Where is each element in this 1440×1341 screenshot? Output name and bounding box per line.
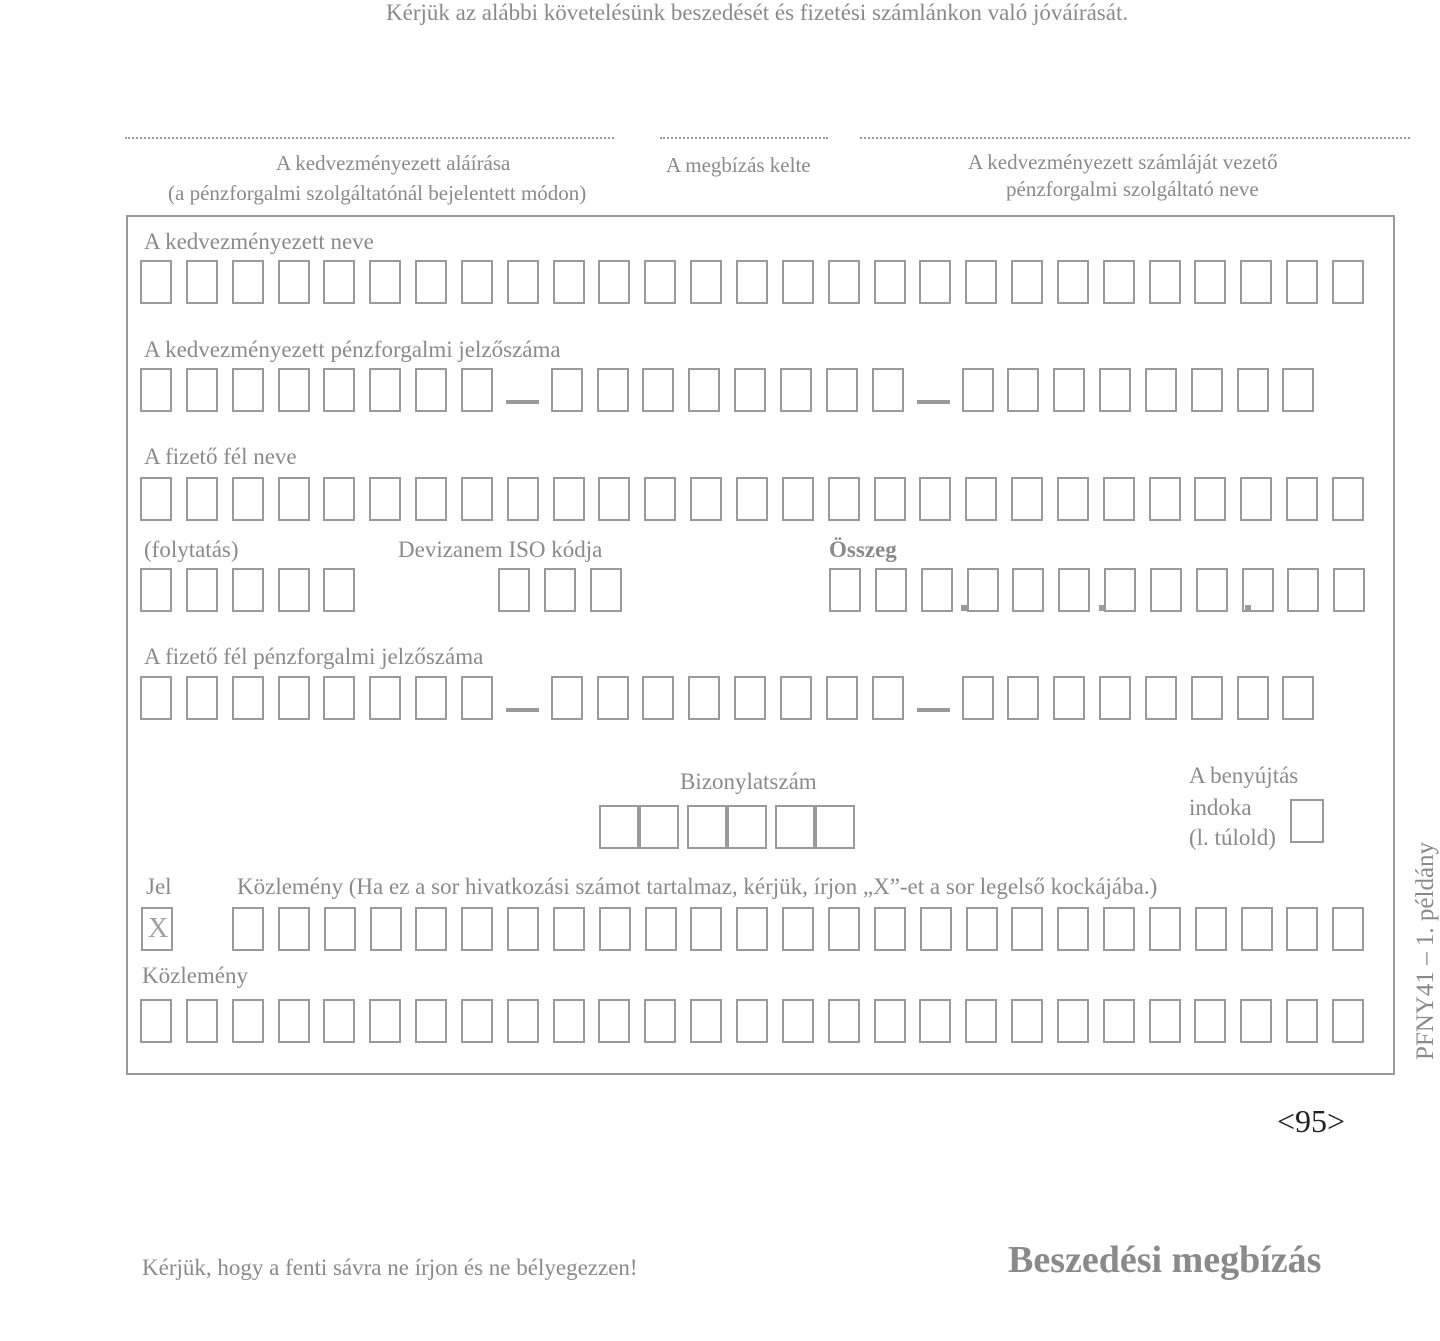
char-box[interactable] bbox=[690, 477, 722, 521]
digit-box[interactable] bbox=[415, 368, 447, 412]
digit-box[interactable] bbox=[780, 676, 812, 720]
digit-box[interactable] bbox=[1007, 676, 1039, 720]
digit-box[interactable] bbox=[1282, 368, 1314, 412]
char-box[interactable] bbox=[1057, 999, 1089, 1043]
char-box[interactable] bbox=[140, 477, 172, 521]
continuation-boxes[interactable] bbox=[140, 568, 355, 612]
continuation-label: (folytatás) bbox=[144, 537, 239, 562]
char-box[interactable] bbox=[278, 477, 310, 521]
digit-box[interactable] bbox=[551, 368, 583, 412]
char-box[interactable] bbox=[1332, 477, 1364, 521]
char-box[interactable] bbox=[1332, 260, 1364, 304]
digit-box[interactable] bbox=[232, 368, 264, 412]
char-box[interactable] bbox=[965, 477, 997, 521]
char-box[interactable] bbox=[232, 999, 264, 1043]
digit-box[interactable] bbox=[415, 676, 447, 720]
char-box[interactable] bbox=[1149, 999, 1181, 1043]
mark-x: X bbox=[148, 913, 169, 944]
digit-box[interactable] bbox=[734, 676, 766, 720]
char-box[interactable] bbox=[1240, 477, 1272, 521]
digit-box[interactable] bbox=[642, 368, 674, 412]
char-box[interactable] bbox=[553, 999, 585, 1043]
char-box[interactable] bbox=[965, 260, 997, 304]
thousands-separator bbox=[961, 605, 967, 611]
char-box[interactable] bbox=[690, 260, 722, 304]
char-box[interactable] bbox=[186, 568, 218, 612]
char-box[interactable] bbox=[919, 999, 951, 1043]
digit-box[interactable] bbox=[1145, 368, 1177, 412]
char-box[interactable] bbox=[415, 907, 447, 951]
char-box[interactable] bbox=[140, 260, 172, 304]
digit-box[interactable] bbox=[688, 676, 720, 720]
digit-box[interactable] bbox=[1099, 368, 1131, 412]
char-box[interactable] bbox=[1195, 907, 1227, 951]
char-box[interactable] bbox=[369, 999, 401, 1043]
char-box[interactable] bbox=[1286, 260, 1318, 304]
beneficiary-account-boxes[interactable] bbox=[140, 368, 1314, 412]
digit-box[interactable] bbox=[1191, 676, 1223, 720]
char-box[interactable] bbox=[966, 907, 998, 951]
digit-box[interactable] bbox=[461, 676, 493, 720]
char-box[interactable] bbox=[1286, 907, 1318, 951]
account-dash bbox=[506, 400, 539, 404]
digit-box[interactable] bbox=[369, 368, 401, 412]
digit-box[interactable] bbox=[780, 368, 812, 412]
char-box[interactable] bbox=[507, 907, 539, 951]
char-box[interactable] bbox=[1103, 477, 1135, 521]
digit-box[interactable] bbox=[642, 676, 674, 720]
char-box[interactable] bbox=[186, 477, 218, 521]
remark-label: Közlemény bbox=[142, 963, 249, 988]
digit-box[interactable] bbox=[1012, 568, 1044, 612]
char-box[interactable] bbox=[782, 260, 814, 304]
char-box[interactable] bbox=[553, 907, 585, 951]
provider-line bbox=[860, 137, 1410, 139]
char-box[interactable] bbox=[232, 477, 264, 521]
char-box[interactable] bbox=[736, 477, 768, 521]
digit-box[interactable] bbox=[1191, 368, 1223, 412]
digit-box[interactable] bbox=[872, 368, 904, 412]
char-box[interactable] bbox=[544, 568, 576, 612]
digit-box[interactable] bbox=[775, 805, 815, 849]
digit-box[interactable] bbox=[186, 368, 218, 412]
digit-box[interactable] bbox=[1237, 676, 1269, 720]
char-box[interactable] bbox=[369, 260, 401, 304]
digit-box[interactable] bbox=[826, 368, 858, 412]
char-box[interactable] bbox=[1103, 907, 1135, 951]
char-box[interactable] bbox=[140, 999, 172, 1043]
char-box[interactable] bbox=[1332, 907, 1364, 951]
char-box[interactable] bbox=[782, 999, 814, 1043]
char-box[interactable] bbox=[1332, 999, 1364, 1043]
char-box[interactable] bbox=[1286, 477, 1318, 521]
char-box[interactable] bbox=[874, 907, 906, 951]
char-box[interactable] bbox=[874, 260, 906, 304]
char-box[interactable] bbox=[498, 568, 530, 612]
digit-box[interactable] bbox=[962, 676, 994, 720]
form-title: Beszedési megbízás bbox=[1008, 1239, 1322, 1281]
char-box[interactable] bbox=[415, 477, 447, 521]
account-dash bbox=[506, 708, 539, 712]
amount-label: Összeg bbox=[829, 537, 897, 562]
digit-box[interactable] bbox=[1150, 568, 1182, 612]
account-dash bbox=[917, 400, 950, 404]
char-box[interactable] bbox=[461, 907, 493, 951]
char-box[interactable] bbox=[461, 999, 493, 1043]
digit-box[interactable] bbox=[551, 676, 583, 720]
char-box[interactable] bbox=[1103, 999, 1135, 1043]
digit-box[interactable] bbox=[1145, 676, 1177, 720]
digit-box[interactable] bbox=[1287, 568, 1319, 612]
account-dash bbox=[917, 708, 950, 712]
digit-box[interactable] bbox=[687, 805, 727, 849]
document-number-label: Bizonylatszám bbox=[680, 769, 817, 794]
char-box[interactable] bbox=[232, 568, 264, 612]
char-box[interactable] bbox=[828, 907, 860, 951]
char-box[interactable] bbox=[278, 568, 310, 612]
payer-name-label: A fizető fél neve bbox=[144, 444, 297, 469]
char-box[interactable] bbox=[323, 999, 355, 1043]
digit-box[interactable] bbox=[727, 805, 767, 849]
digit-box[interactable] bbox=[1196, 568, 1228, 612]
char-box[interactable] bbox=[782, 477, 814, 521]
order-date-label: A megbízás kelte bbox=[666, 153, 811, 177]
digit-box[interactable] bbox=[597, 368, 629, 412]
digit-box[interactable] bbox=[278, 676, 310, 720]
currency-label: Devizanem ISO kódja bbox=[398, 537, 603, 562]
char-box[interactable] bbox=[323, 568, 355, 612]
char-box[interactable] bbox=[507, 999, 539, 1043]
char-box[interactable] bbox=[828, 260, 860, 304]
provider-label-line1: A kedvezményezett számláját vezető bbox=[968, 150, 1278, 174]
beneficiary-name-label: A kedvezményezett neve bbox=[144, 229, 374, 254]
char-box[interactable] bbox=[1149, 477, 1181, 521]
char-box[interactable] bbox=[323, 477, 355, 521]
char-box[interactable] bbox=[1011, 907, 1043, 951]
digit-box[interactable] bbox=[461, 368, 493, 412]
digit-box[interactable] bbox=[323, 368, 355, 412]
char-box[interactable] bbox=[644, 260, 676, 304]
remark-line2-boxes[interactable] bbox=[140, 999, 1364, 1043]
char-box[interactable] bbox=[553, 477, 585, 521]
char-box[interactable] bbox=[645, 907, 677, 951]
digit-box[interactable] bbox=[369, 676, 401, 720]
char-box[interactable] bbox=[553, 260, 585, 304]
char-box[interactable] bbox=[324, 907, 356, 951]
char-box[interactable] bbox=[278, 260, 310, 304]
char-box[interactable] bbox=[1240, 999, 1272, 1043]
char-box[interactable] bbox=[507, 477, 539, 521]
char-box[interactable] bbox=[919, 260, 951, 304]
char-box[interactable] bbox=[1057, 477, 1089, 521]
digit-box[interactable] bbox=[278, 368, 310, 412]
remark-hint-label: Közlemény (Ha ez a sor hivatkozási számot tartalmaz, kérjük, írjon „X”-et a sor legelső kockájába.) bbox=[237, 874, 1158, 899]
char-box[interactable] bbox=[736, 999, 768, 1043]
char-box[interactable] bbox=[186, 260, 218, 304]
char-box[interactable] bbox=[323, 260, 355, 304]
char-box[interactable] bbox=[369, 477, 401, 521]
reason-label-line3: (l. túlold) bbox=[1189, 825, 1276, 850]
char-box[interactable] bbox=[1057, 260, 1089, 304]
digit-box[interactable] bbox=[815, 805, 855, 849]
char-box[interactable] bbox=[828, 999, 860, 1043]
char-box[interactable] bbox=[1103, 260, 1135, 304]
digit-box[interactable] bbox=[186, 676, 218, 720]
char-box[interactable] bbox=[920, 907, 952, 951]
payer-name-boxes[interactable] bbox=[140, 477, 1364, 521]
char-box[interactable] bbox=[874, 477, 906, 521]
char-box[interactable] bbox=[736, 260, 768, 304]
digit-box[interactable] bbox=[1053, 368, 1085, 412]
char-box[interactable] bbox=[782, 907, 814, 951]
char-box[interactable] bbox=[1240, 260, 1272, 304]
char-box[interactable] bbox=[598, 260, 630, 304]
char-box[interactable] bbox=[1011, 999, 1043, 1043]
digit-box[interactable] bbox=[734, 368, 766, 412]
digit-box[interactable] bbox=[639, 805, 679, 849]
signature-label-line2: (a pénzforgalmi szolgáltatónál bejelentett módon) bbox=[168, 181, 587, 205]
char-box[interactable] bbox=[370, 907, 402, 951]
decimal-separator bbox=[1245, 605, 1251, 611]
char-box[interactable] bbox=[1011, 477, 1043, 521]
char-box[interactable] bbox=[644, 477, 676, 521]
digit-box[interactable] bbox=[967, 568, 999, 612]
digit-box[interactable] bbox=[1007, 368, 1039, 412]
reason-label-line1: A benyújtás bbox=[1189, 763, 1299, 788]
digit-box[interactable] bbox=[1282, 676, 1314, 720]
char-box[interactable] bbox=[232, 260, 264, 304]
char-box[interactable] bbox=[965, 999, 997, 1043]
char-box[interactable] bbox=[140, 568, 172, 612]
char-box[interactable] bbox=[598, 477, 630, 521]
char-box[interactable] bbox=[690, 999, 722, 1043]
char-box[interactable] bbox=[415, 999, 447, 1043]
footer-note: Kérjük, hogy a fenti sávra ne írjon és ne bélyegezzen! bbox=[142, 1255, 638, 1280]
char-box[interactable] bbox=[644, 999, 676, 1043]
digit-box[interactable] bbox=[323, 676, 355, 720]
char-box[interactable] bbox=[1241, 907, 1273, 951]
mark-checkbox[interactable] bbox=[141, 907, 173, 951]
reason-checkbox[interactable] bbox=[1290, 799, 1324, 843]
digit-box[interactable] bbox=[921, 568, 953, 612]
char-box[interactable] bbox=[1286, 999, 1318, 1043]
digit-box[interactable] bbox=[1237, 368, 1269, 412]
header-instruction: Kérjük az alábbi követelésünk beszedését és fizetési számlánkon való jóváírását. bbox=[386, 0, 1129, 25]
digit-box[interactable] bbox=[140, 676, 172, 720]
signature-label-line1: A kedvezményezett aláírása bbox=[276, 151, 511, 175]
char-box[interactable] bbox=[1011, 260, 1043, 304]
char-box[interactable] bbox=[278, 907, 310, 951]
digit-box[interactable] bbox=[599, 805, 639, 849]
remark-line1-boxes[interactable] bbox=[232, 907, 1364, 951]
digit-box[interactable] bbox=[1058, 568, 1090, 612]
digit-box[interactable] bbox=[1333, 568, 1365, 612]
date-line bbox=[660, 137, 828, 139]
char-box[interactable] bbox=[461, 260, 493, 304]
document-number-boxes[interactable] bbox=[599, 805, 855, 849]
currency-boxes[interactable] bbox=[498, 568, 622, 612]
amount-boxes[interactable] bbox=[829, 568, 1365, 612]
digit-box[interactable] bbox=[140, 368, 172, 412]
mark-label: Jel bbox=[146, 874, 172, 899]
beneficiary-name-boxes[interactable] bbox=[140, 260, 1364, 304]
digit-box[interactable] bbox=[962, 368, 994, 412]
char-box[interactable] bbox=[1057, 907, 1089, 951]
char-box[interactable] bbox=[278, 999, 310, 1043]
char-box[interactable] bbox=[874, 999, 906, 1043]
digit-box[interactable] bbox=[872, 676, 904, 720]
digit-box[interactable] bbox=[875, 568, 907, 612]
char-box[interactable] bbox=[1194, 477, 1226, 521]
digit-box[interactable] bbox=[829, 568, 861, 612]
digit-box[interactable] bbox=[688, 368, 720, 412]
digit-box[interactable] bbox=[1099, 676, 1131, 720]
char-box[interactable] bbox=[461, 477, 493, 521]
char-box[interactable] bbox=[507, 260, 539, 304]
beneficiary-account-label: A kedvezményezett pénzforgalmi jelzőszáma bbox=[144, 337, 561, 362]
char-box[interactable] bbox=[1149, 260, 1181, 304]
provider-label-line2: pénzforgalmi szolgáltató neve bbox=[1006, 177, 1259, 201]
char-box[interactable] bbox=[590, 568, 622, 612]
reason-label-line2: indoka bbox=[1189, 795, 1252, 820]
digit-box[interactable] bbox=[232, 676, 264, 720]
thousands-separator bbox=[1099, 605, 1105, 611]
digit-box[interactable] bbox=[826, 676, 858, 720]
digit-box[interactable] bbox=[1053, 676, 1085, 720]
char-box[interactable] bbox=[1194, 260, 1226, 304]
char-box[interactable] bbox=[232, 907, 264, 951]
char-box[interactable] bbox=[1194, 999, 1226, 1043]
digit-box[interactable] bbox=[597, 676, 629, 720]
char-box[interactable] bbox=[598, 999, 630, 1043]
copy-side-label: PFNY41 – 1. példány bbox=[1412, 841, 1439, 1060]
char-box[interactable] bbox=[1149, 907, 1181, 951]
payer-account-label: A fizető fél pénzforgalmi jelzőszáma bbox=[144, 644, 484, 669]
char-box[interactable] bbox=[415, 260, 447, 304]
char-box[interactable] bbox=[919, 477, 951, 521]
char-box[interactable] bbox=[828, 477, 860, 521]
char-box[interactable] bbox=[599, 907, 631, 951]
page-number: <95> bbox=[1277, 1103, 1346, 1139]
char-box[interactable] bbox=[690, 907, 722, 951]
payer-account-boxes[interactable] bbox=[140, 676, 1314, 720]
digit-box[interactable] bbox=[1104, 568, 1136, 612]
signature-line bbox=[125, 137, 614, 139]
char-box[interactable] bbox=[186, 999, 218, 1043]
char-box[interactable] bbox=[736, 907, 768, 951]
